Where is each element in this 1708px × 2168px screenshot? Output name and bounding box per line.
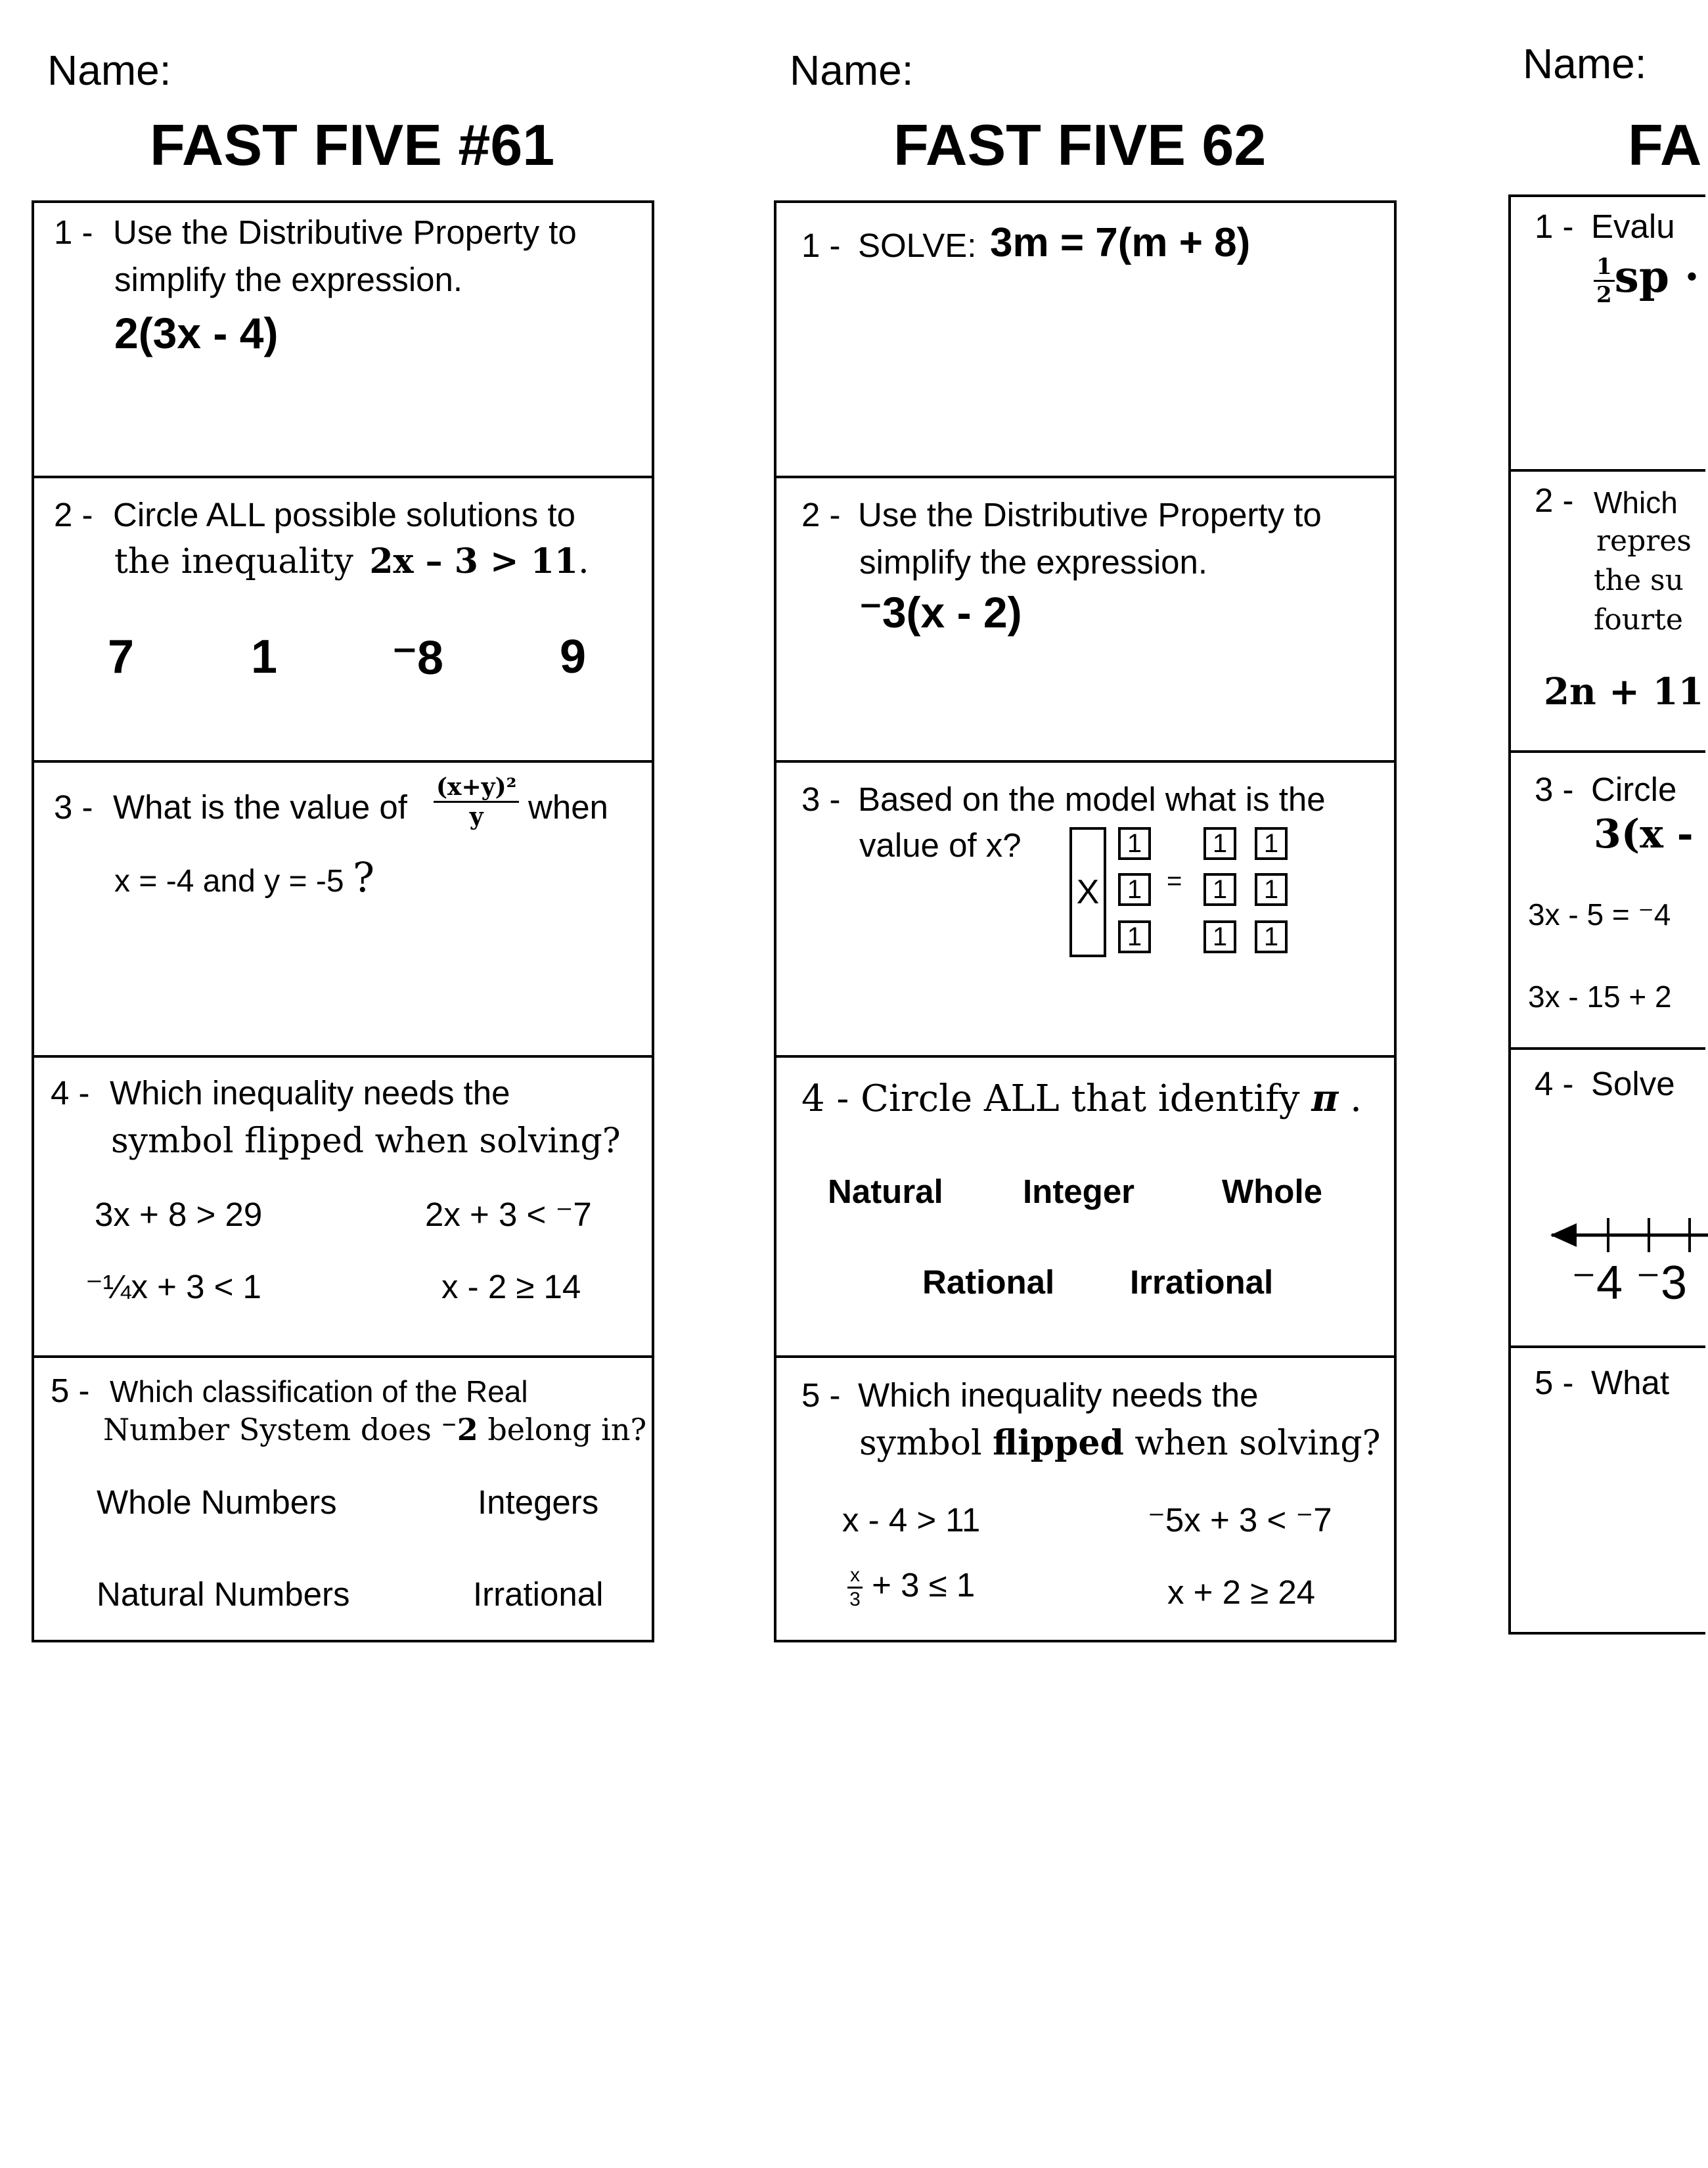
expression-text: sp ·	[1614, 251, 1699, 302]
question-number: 5 -	[1535, 1364, 1574, 1401]
fast-five-card-62	[774, 200, 1397, 1642]
answer-option[interactable]: Natural	[828, 1173, 943, 1210]
period: .	[578, 542, 589, 581]
fraction-numerator: (x+y)²	[434, 773, 519, 803]
inequality: 2x – 3 > 11	[369, 541, 579, 581]
question-text: Which inequality needs the	[110, 1074, 510, 1112]
answer-option-text: + 3 ≤ 1	[872, 1566, 976, 1604]
question-text-line	[103, 1412, 646, 1447]
answer-option[interactable]: Natural Numbers	[97, 1575, 350, 1613]
question-text: the su	[1594, 564, 1684, 597]
answer-option[interactable]: 3x - 15 + 2	[1528, 980, 1672, 1014]
card-title-63: FA	[1628, 112, 1702, 177]
card-title-62: FAST FIVE 62	[893, 112, 1267, 177]
question-line	[801, 1077, 1362, 1120]
equals-sign: =	[1167, 867, 1182, 895]
question-text: Based on the model what is the	[858, 780, 1326, 818]
divider	[1511, 750, 1705, 753]
unit-tile: 1	[1118, 920, 1151, 953]
unit-tile: 1	[1255, 827, 1288, 860]
divider	[34, 476, 652, 478]
question-number: 4 -	[51, 1074, 90, 1112]
number-line	[1550, 1209, 1708, 1261]
unit-tile: 1	[1203, 920, 1236, 953]
answer-option[interactable]: 3x + 8 > 29	[95, 1196, 263, 1233]
question-text: Circle	[1591, 771, 1677, 808]
question-text-line	[859, 1423, 1381, 1463]
answer-option[interactable]: Rational	[922, 1263, 1055, 1301]
divider	[34, 760, 652, 763]
question-mark: ?	[352, 853, 375, 901]
divider	[776, 1055, 1394, 1058]
fraction-numerator: 1	[1594, 254, 1615, 282]
emphasis: flipped	[993, 1423, 1124, 1463]
answer-option[interactable]: Integer	[1023, 1173, 1135, 1210]
question-text: Use the Distributive Property to	[858, 496, 1322, 533]
answer-option[interactable]: ⁻¼x + 3 < 1	[85, 1268, 261, 1305]
divider	[1511, 469, 1705, 472]
name-label-61: Name:	[47, 47, 171, 94]
unit-tile: 1	[1203, 827, 1236, 860]
divider	[34, 1355, 652, 1358]
question-number: 3 -	[54, 788, 93, 826]
answer-option[interactable]: x - 2 ≥ 14	[441, 1268, 581, 1305]
question-number: 3 -	[1535, 771, 1574, 808]
expression: ⁻3(x - 2)	[859, 588, 1022, 637]
question-number: 1 -	[801, 227, 841, 264]
question-text: when solving?	[1135, 1424, 1381, 1463]
question-text: the inequality	[114, 542, 353, 581]
divider	[1511, 1345, 1705, 1348]
answer-option[interactable]: ⁻8	[392, 632, 444, 685]
answer-option[interactable]: 7	[108, 631, 135, 683]
fraction	[434, 773, 519, 830]
question-number: 5 -	[801, 1376, 841, 1414]
fraction-denominator: 2	[1596, 281, 1612, 308]
divider	[776, 476, 1394, 478]
unit-tile: 1	[1255, 920, 1288, 953]
question-text: belong in?	[487, 1412, 647, 1447]
answer-option[interactable]: Integers	[478, 1483, 599, 1521]
expression: 2(3x - 4)	[114, 309, 279, 357]
answer-option[interactable]: Whole	[1222, 1173, 1322, 1210]
value: ⁻2	[441, 1412, 478, 1447]
answer-option[interactable]: Irrational	[1130, 1263, 1274, 1301]
question-text: fourte	[1594, 603, 1683, 637]
inequality-line	[114, 541, 589, 581]
answer-option[interactable]: 9	[560, 631, 587, 683]
question-number: 5 -	[51, 1372, 90, 1409]
question-text: What	[1591, 1364, 1670, 1401]
name-label-62: Name:	[790, 47, 914, 94]
question-text: Which classification of the Real	[110, 1374, 528, 1409]
expression	[1594, 251, 1699, 308]
divider	[1511, 1047, 1705, 1050]
given-values-text: x = -4 and y = -5	[114, 864, 344, 899]
question-text: symbol flipped when solving?	[111, 1121, 621, 1161]
question-text: What is the value of	[113, 788, 407, 826]
question-number: 2 -	[54, 496, 93, 533]
question-text: Circle ALL possible solutions to	[113, 496, 575, 533]
question-number: 4 -	[1535, 1065, 1574, 1102]
question-number: 4 -	[801, 1077, 849, 1120]
question-text: value of x?	[859, 826, 1022, 864]
unit-tile: 1	[1118, 827, 1151, 860]
question-label: SOLVE:	[858, 227, 977, 264]
expression: 2n + 11	[1544, 670, 1704, 713]
answer-option[interactable]: x + 2 ≥ 24	[1167, 1573, 1316, 1611]
question-text: simplify the expression.	[859, 543, 1208, 581]
name-label-63: Name:	[1523, 40, 1647, 87]
answer-option[interactable]: 2x + 3 < ⁻7	[425, 1196, 592, 1233]
divider	[776, 1355, 1394, 1358]
question-text: Which inequality needs the	[858, 1376, 1259, 1414]
question-text: Which	[1594, 486, 1678, 520]
equation: 3m = 7(m + 8)	[990, 220, 1251, 265]
answer-option[interactable]: Irrational	[473, 1575, 604, 1613]
answer-option[interactable]: Whole Numbers	[97, 1483, 337, 1521]
period: .	[1350, 1077, 1362, 1120]
unit-tile: 1	[1255, 873, 1288, 906]
pi-symbol: π	[1311, 1077, 1339, 1120]
question-number: 3 -	[801, 780, 841, 818]
given-values	[114, 853, 374, 901]
x-tile: X	[1069, 827, 1106, 957]
question-text: Use the Distributive Property to	[113, 214, 577, 251]
fraction-denominator: 3	[849, 1589, 861, 1610]
fraction-numerator: x	[847, 1564, 863, 1589]
question-text: when	[528, 788, 608, 826]
question-text: Number System does	[103, 1412, 432, 1447]
unit-tile: 1	[1118, 873, 1151, 906]
fast-five-card-61	[32, 200, 654, 1642]
question-text: simplify the expression.	[114, 261, 463, 298]
question-number: 1 -	[1535, 208, 1574, 245]
answer-option[interactable]: x - 4 > 11	[842, 1501, 981, 1539]
number-line-labels: ⁻4 ⁻3	[1571, 1257, 1688, 1309]
unit-tile: 1	[1203, 873, 1236, 906]
question-number: 2 -	[1535, 482, 1574, 519]
question-text: Circle ALL that identify	[861, 1077, 1300, 1120]
card-title-61: FAST FIVE #61	[150, 112, 555, 177]
question-number: 1 -	[54, 214, 93, 251]
divider	[34, 1055, 652, 1058]
expression: 3(x -	[1594, 811, 1694, 857]
divider	[776, 760, 1394, 763]
question-number: 2 -	[801, 496, 841, 533]
answer-option[interactable]: 1	[251, 631, 278, 683]
answer-option-fraction[interactable]	[847, 1564, 975, 1611]
fraction-denominator: y	[469, 803, 483, 830]
answer-option[interactable]: 3x - 5 = ⁻4	[1528, 897, 1671, 932]
answer-option[interactable]: ⁻5x + 3 < ⁻7	[1148, 1501, 1332, 1539]
question-text: repres	[1596, 524, 1692, 558]
question-text: symbol	[859, 1424, 982, 1463]
question-text: Evalu	[1591, 208, 1675, 245]
question-text: Solve	[1591, 1065, 1675, 1102]
fast-five-card-63	[1508, 194, 1705, 1635]
